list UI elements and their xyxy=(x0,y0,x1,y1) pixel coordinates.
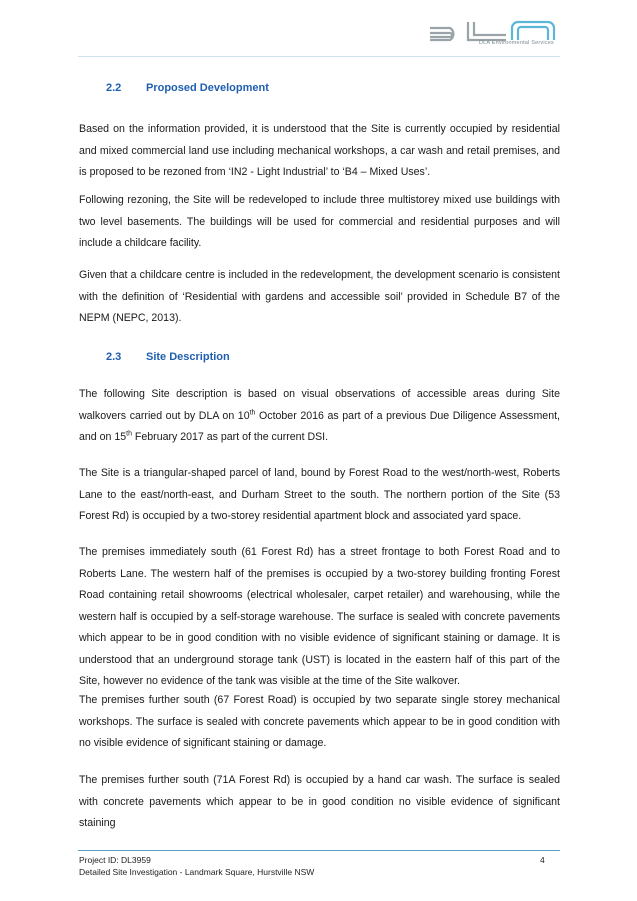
dla-logo-mark-icon xyxy=(428,20,558,42)
paragraph: The premises further south (71A Forest Rd) is occupied by a hand car wash. The surface is sealed with concrete pavements which appear to be in good condition no visible evidence of significant staining xyxy=(79,774,560,829)
section-heading-2-3 xyxy=(106,351,230,363)
section-number: 2.2 xyxy=(106,82,122,94)
dla-logo xyxy=(428,20,558,52)
page-number: 4 xyxy=(540,855,545,865)
footer-document-title: Detailed Site Investigation - Landmark Square, Hurstville NSW xyxy=(79,867,315,877)
section-heading-2-2 xyxy=(106,82,269,94)
footer-divider xyxy=(78,850,560,851)
logo-subtitle: DLA Environmental Services xyxy=(479,40,554,46)
section-title: Site Description xyxy=(146,351,230,363)
footer-project-id: Project ID: DL3959 xyxy=(79,855,151,865)
section-title: Proposed Development xyxy=(146,82,269,94)
header-divider xyxy=(78,56,560,57)
paragraph: Based on the information provided, it is understood that the Site is currently occupied by residential and mixed commercial land use including mechanical workshops, a car wash and retail premises, and is proposed to be rezoned from ‘IN2 - Light Industrial’ to ‘B4 – Mixed Uses’. xyxy=(79,123,560,178)
section-number: 2.3 xyxy=(106,351,122,363)
paragraph: Following rezoning, the Site will be redeveloped to include three multistorey mixed use buildings with two level basements. The buildings will be used for commercial and residential purposes and will include a childcare facility. xyxy=(79,194,560,249)
paragraph: The following Site description is based on visual observations of accessible areas during Site walkovers carried out by DLA on 10th October 2016 as part of a previous Due Diligence Assessment, and on 15th February 2017 as part of the current DSI. xyxy=(79,388,560,443)
paragraph: Given that a childcare centre is included in the redevelopment, the development scenario is consistent with the definition of ‘Residential with gardens and accessible soil’ provided in Schedule B7 of the NEPM (NEPC, 2013). xyxy=(79,269,560,324)
paragraph: The Site is a triangular-shaped parcel of land, bound by Forest Road to the west/north-west, Roberts Lane to the east/north-east, and Durham Street to the south. The northern portion of the Site (53 Forest Rd) is occupied by a two-storey residential apartment block and associated yard space. xyxy=(79,467,560,522)
paragraph: The premises further south (67 Forest Road) is occupied by two separate single storey mechanical workshops. The surface is sealed with concrete pavements which appear to be in good condition with no visible evidence of significant staining or damage. xyxy=(79,694,560,749)
paragraph: The premises immediately south (61 Forest Rd) has a street frontage to both Forest Road and to Roberts Lane. The western half of the premises is occupied by a two-storey building fronting Forest Road containing retail showrooms (electrical wholesaler, carpet retailer) and warehousing, while the western half is occupied by a self-storage warehouse. The surface is sealed with concrete pavements which appear to be in good condition with no visible evidence of significant staining or damage. It is understood that an underground storage tank (UST) is located in the eastern half of this part of the Site, however no evidence of the tank was visible at the time of the Site walkover. xyxy=(79,546,560,687)
